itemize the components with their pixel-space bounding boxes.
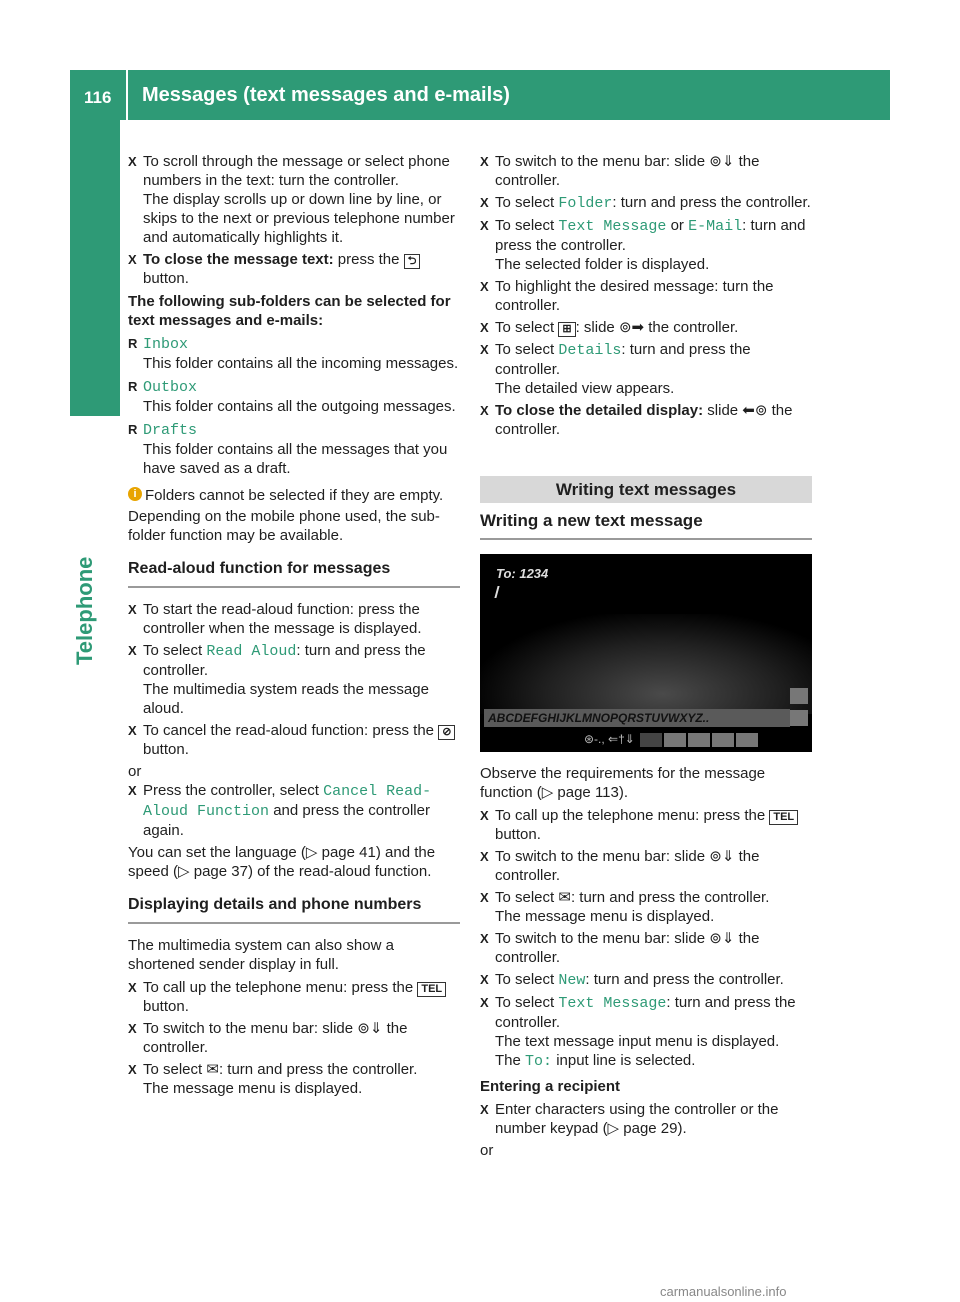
step-text: : turn and press the controller. <box>495 217 806 254</box>
step-ra-cancel-menu <box>128 781 460 840</box>
step-text: : turn and press the controller. <box>585 971 784 988</box>
step-w-envelope <box>480 888 812 926</box>
step-close-message <box>128 250 460 288</box>
heading-recipient: Entering a recipient <box>480 1078 621 1095</box>
menu-item-code: New <box>558 972 586 989</box>
text-cursor <box>494 586 499 598</box>
language-note: You can set the language (▷ page 41) and the speed (▷ page 37) of the read-aloud function. <box>128 844 436 880</box>
page-number: 116 <box>84 88 112 107</box>
step-text: or <box>666 217 689 234</box>
step-text: To select <box>495 994 559 1011</box>
envelope-icon: ✉ <box>206 1061 219 1078</box>
step-r-details <box>480 340 812 398</box>
subfolders-heading: The following sub-folders can be selected for text messages and e-mails: <box>128 293 451 329</box>
mode-icon <box>664 733 686 747</box>
step-w-tel <box>480 806 812 844</box>
menu-item-code: Folder <box>558 195 613 212</box>
info-icon: i <box>128 487 142 501</box>
step-text: : turn and press the controller. <box>570 889 770 906</box>
watermark: carmanualsonline.info <box>660 1284 787 1299</box>
folder-desc: This folder contains all the incoming messages. <box>143 355 459 372</box>
menu-item-code: Details <box>558 342 622 359</box>
step-text: button. <box>143 998 189 1015</box>
menu-item-code: E-Mail <box>688 218 743 235</box>
folder-name: Inbox <box>143 336 189 353</box>
step-d-envelope <box>128 1060 460 1098</box>
mode-icon <box>736 733 758 747</box>
step-ra-select <box>128 641 460 718</box>
step-text: To select <box>495 194 559 211</box>
folder-name: Drafts <box>143 422 198 439</box>
screen-glow <box>480 614 812 714</box>
step-text: : turn and press the controller. <box>218 1061 418 1078</box>
step-text: X To scroll through the message or select phone numbers in the text: turn the controller. <box>143 153 450 189</box>
details-intro: The multimedia system can also show a shortened sender display in full. <box>128 937 394 973</box>
step-detail: The message menu is displayed. <box>495 908 715 925</box>
step-w-menubar2 <box>480 929 812 967</box>
tel-key-icon: TEL <box>417 982 446 997</box>
step-bold: To close the detailed display: <box>495 402 704 419</box>
folder-drafts <box>128 420 460 478</box>
step-r-folder <box>480 193 812 213</box>
menu-item-code: Read Aloud <box>206 643 297 660</box>
folder-desc: This folder contains all the messages that you have saved as a draft. <box>143 441 448 477</box>
step-text: and press the controller again. <box>143 802 430 839</box>
step-detail: The multimedia system reads the message aloud. <box>143 681 429 717</box>
step-detail: The display scrolls up or down line by line, or skips to the next or previous telephone number and automatically highlights it. <box>143 191 455 246</box>
step-text: X To start the read-aloud function: press the controller when the message is displayed. <box>143 601 422 637</box>
observe-note: Observe the requirements for the message function (▷ page 113). <box>480 765 766 801</box>
step-text: To cancel the read-aloud function: press the <box>143 722 439 739</box>
step-bold: To close the message text: <box>143 251 334 268</box>
heading-read-aloud: Read-aloud function for messages <box>128 559 460 588</box>
step-text: X To switch to the menu bar: slide ⊚⇓ the controller. <box>495 930 760 966</box>
step-d-menubar <box>128 1019 460 1057</box>
envelope-icon: ✉ <box>558 889 571 906</box>
step-text: To call up the telephone menu: press the <box>495 807 770 824</box>
step-detail: The selected folder is displayed. <box>495 256 710 273</box>
folder-name: Outbox <box>143 379 198 396</box>
step-text: : turn and press the controller. <box>495 341 751 378</box>
step-text: To select <box>495 889 559 906</box>
tel-key-icon: TEL <box>769 810 798 825</box>
step-text: To select <box>495 319 559 336</box>
right-column <box>480 152 812 1160</box>
step-text: : turn and press the controller. <box>612 194 811 211</box>
tool-bar <box>584 730 758 748</box>
folder-desc: This folder contains all the outgoing messages. <box>143 398 456 415</box>
folder-outbox <box>128 377 460 416</box>
step-w-textmessage <box>480 993 812 1071</box>
step-text: To call up the telephone menu: press the <box>143 979 418 996</box>
page-title: Messages (text messages and e-mails) <box>142 84 510 106</box>
info-text: Folders cannot be selected if they are empty. <box>145 487 444 504</box>
step-text: button. <box>143 741 189 758</box>
step-d-tel <box>128 978 460 1016</box>
folder-inbox <box>128 334 460 373</box>
step-text: The <box>495 1052 526 1069</box>
menu-item-code: Text Message <box>558 995 667 1012</box>
info-note <box>128 486 460 505</box>
message-input-screenshot <box>480 554 812 752</box>
step-w-new <box>480 970 812 990</box>
step-detail: The message menu is displayed. <box>143 1080 363 1097</box>
step-text: X Enter characters using the controller or the number keypad (▷ page 29). <box>495 1101 779 1137</box>
section-tab-label: Telephone <box>72 556 97 665</box>
menu-item-code: Cancel Read-Aloud Function <box>143 783 432 820</box>
step-text: X To switch to the menu bar: slide ⊚⇓ the controller. <box>495 848 760 884</box>
step-text: slide ⬅⊚ the controller. <box>495 402 793 438</box>
step-text: : slide ⊚➡ the controller. <box>575 319 739 336</box>
mode-icon <box>688 733 710 747</box>
step-r-close <box>480 401 812 439</box>
step-w-menubar <box>480 847 812 885</box>
step-text: X To highlight the desired message: turn the controller. <box>495 278 774 314</box>
step-text: To select <box>495 971 559 988</box>
left-column <box>128 152 460 1101</box>
step-text: To select <box>495 341 559 358</box>
menu-item-code: To: <box>525 1053 553 1070</box>
heading-writing-new: Writing a new text message <box>480 511 812 540</box>
step-r-type <box>480 216 812 274</box>
step-detail: The text message input menu is displayed. <box>495 1033 780 1050</box>
back-key-icon: ⮌ <box>404 254 421 269</box>
step-scroll <box>128 152 460 247</box>
step-text: To select <box>495 217 559 234</box>
step-text: : turn and press the controller. <box>495 994 796 1031</box>
character-bar: ABCDEFGHIJKLMNOPQRSTUVWXYZ.. <box>484 709 790 727</box>
keyboard-mode-icon <box>640 733 662 747</box>
tool-symbols: ⊛-., ⇐†⇓ <box>584 732 635 746</box>
header-divider <box>126 70 128 120</box>
menu-item-code: Text Message <box>558 218 667 235</box>
mode-icon <box>712 733 734 747</box>
mute-key-icon: ⊘ <box>438 725 455 740</box>
or-text: or <box>128 763 142 780</box>
step-text: input line is selected. <box>552 1052 696 1069</box>
or-text: or <box>480 1142 494 1159</box>
delete-icon <box>790 710 808 726</box>
step-text: press the <box>333 251 404 268</box>
step-text: To select <box>143 1061 207 1078</box>
step-ra-cancel <box>128 721 460 759</box>
step-detail: The detailed view appears. <box>495 380 675 397</box>
section-tab-block <box>70 120 120 416</box>
keyboard-switch-icon <box>790 688 808 704</box>
step-text: button. <box>143 270 189 287</box>
step-text: X To switch to the menu bar: slide ⊚⇓ the controller. <box>495 153 760 189</box>
mobile-note: Depending on the mobile phone used, the sub-folder function may be available. <box>128 508 440 544</box>
step-text: X To switch to the menu bar: slide ⊚⇓ the controller. <box>143 1020 408 1056</box>
step-text: button. <box>495 826 541 843</box>
step-text: Press the controller, select <box>143 782 324 799</box>
options-icon: ⊞ <box>558 322 575 337</box>
step-r-highlight <box>480 277 812 315</box>
step-r-options <box>480 318 812 337</box>
to-field: To: 1234 <box>496 566 549 581</box>
page-header <box>70 70 890 120</box>
section-writing: Writing text messages <box>480 476 812 503</box>
heading-details: Displaying details and phone numbers <box>128 895 460 924</box>
section-tab <box>70 120 120 1250</box>
step-recipient <box>480 1100 812 1138</box>
step-text: : turn and press the controller. <box>143 642 426 679</box>
step-ra-start <box>128 600 460 638</box>
step-text: To select <box>143 642 207 659</box>
step-r-menubar <box>480 152 812 190</box>
